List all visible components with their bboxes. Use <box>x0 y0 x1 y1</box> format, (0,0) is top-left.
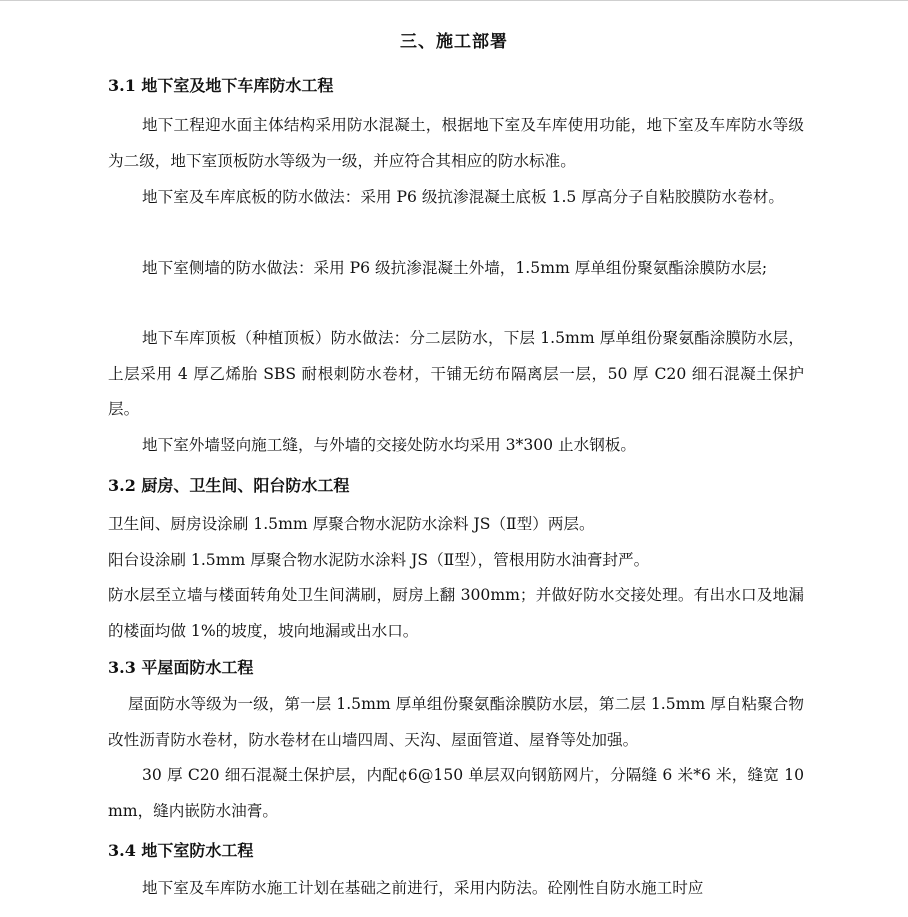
section-heading-3-3: 3.3 平屋面防水工程 <box>108 658 254 677</box>
paragraph: 地下室侧墙的防水做法：采用 P6 级抗渗混凝土外墙，1.5mm 厚单组份聚氨酯涂膜防水层; <box>142 259 768 277</box>
paragraph: 地下车库顶板（种植顶板）防水做法：分二层防水，下层 1.5mm 厚单组份聚氨酯涂膜防水层，上层采用 4 厚乙烯胎 SBS 耐根刺防水卷材，干铺无纺布隔离层一层，50 厚 C20 细石混凝土保护层。 <box>108 329 804 418</box>
paragraph: 阳台设涂刷 1.5mm 厚聚合物水泥防水涂料 JS（Ⅱ型），管根用防水油膏封严。 <box>108 551 650 569</box>
paragraph: 地下室外墙竖向施工缝，与外墙的交接处防水均采用 3*300 止水钢板。 <box>142 436 637 454</box>
paragraph: 地下室及车库底板的防水做法：采用 P6 级抗渗混凝土底板 1.5 厚高分子自粘胶膜防水卷材。 <box>142 188 785 206</box>
paragraph: 卫生间、厨房设涂刷 1.5mm 厚聚合物水泥防水涂料 JS（Ⅱ型）两层。 <box>108 515 595 533</box>
paragraph: 地下室及车库防水施工计划在基础之前进行，采用内防法。砼刚性自防水施工时应 <box>142 879 704 897</box>
section-heading-3-2: 3.2 厨房、卫生间、阳台防水工程 <box>108 476 350 495</box>
paragraph: 防水层至立墙与楼面转角处卫生间满刷，厨房上翻 300mm；并做好防水交接处理。有出水口及地漏的楼面均做 1%的坡度，坡向地漏或出水口。 <box>108 586 804 640</box>
paragraph: 地下工程迎水面主体结构采用防水混凝土，根据地下室及车库使用功能，地下室及车库防水等级为二级，地下室顶板防水等级为一级，并应符合其相应的防水标准。 <box>108 116 804 170</box>
document-title: 三、施工部署 <box>400 32 508 52</box>
section-heading-3-4: 3.4 地下室防水工程 <box>108 841 254 860</box>
section-heading-3-1: 3.1 地下室及地下车库防水工程 <box>108 76 334 95</box>
paragraph: 30 厚 C20 细石混凝土保护层，内配¢6@150 单层双向钢筋网片，分隔缝 6 米*6 米，缝宽 10mm，缝内嵌防水油膏。 <box>108 766 804 820</box>
paragraph: 屋面防水等级为一级，第一层 1.5mm 厚单组份聚氨酯涂膜防水层，第二层 1.5mm 厚自粘聚合物改性沥青防水卷材，防水卷材在山墙四周、天沟、屋面管道、屋脊等处加强。 <box>108 695 804 749</box>
